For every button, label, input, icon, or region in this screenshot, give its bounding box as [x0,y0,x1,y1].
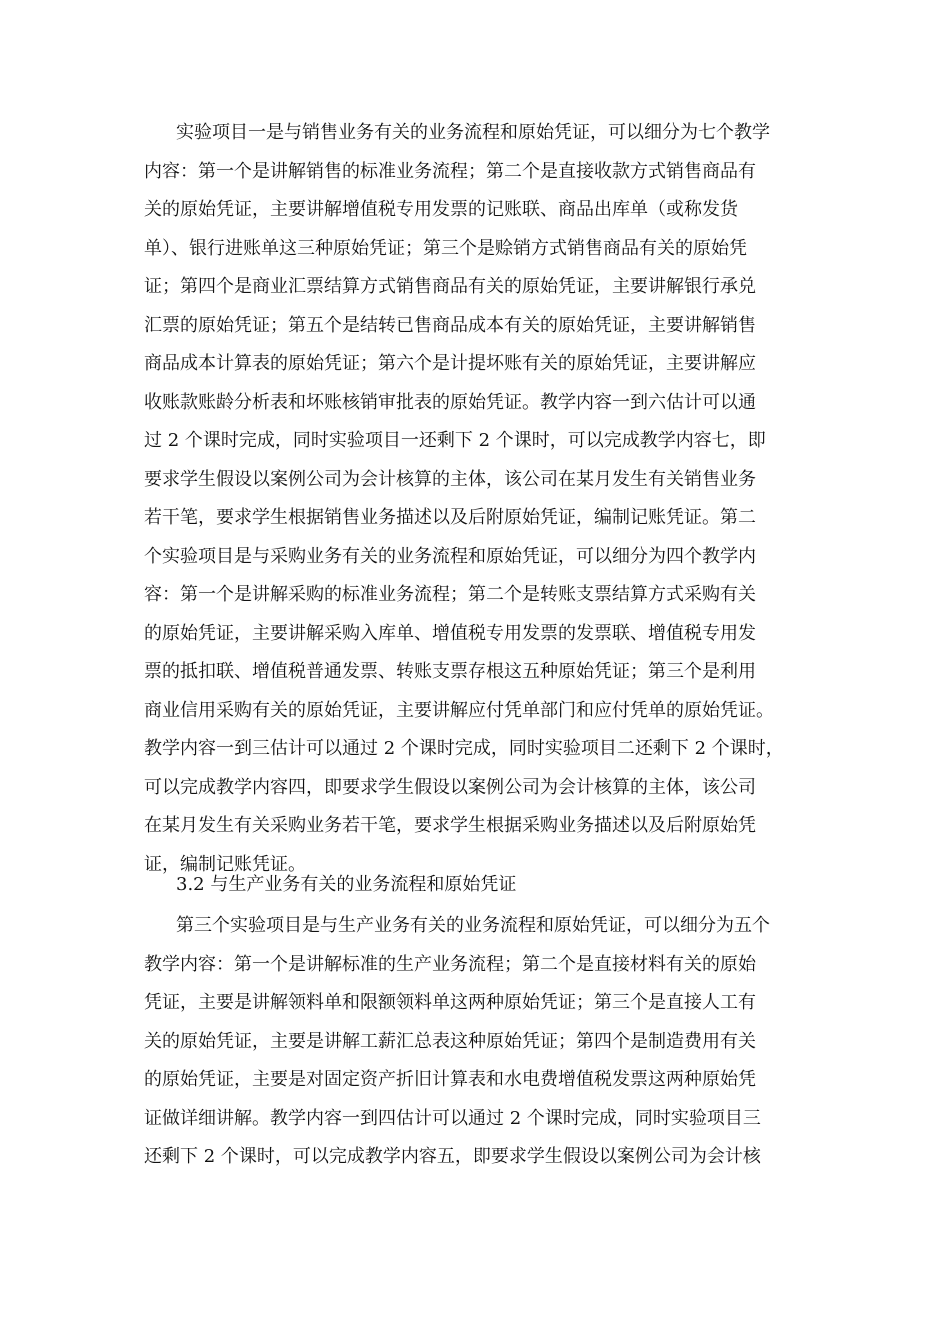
paragraph-line: 个实验项目是与采购业务有关的业务流程和原始凭证，可以细分为四个教学内 [144,545,756,567]
paragraph-line: 在某月发生有关采购业务若干笔，要求学生根据采购业务描述以及后附原始凭 [144,815,756,836]
paragraph-line: 实验项目一是与销售业务有关的业务流程和原始凭证，可以细分为七个教学 [176,122,770,143]
paragraph-line: 要求学生假设以案例公司为会计核算的主体，该公司在某月发生有关销售业务 [144,468,756,490]
paragraph-line: 收账款账龄分析表和坏账核销审批表的原始凭证。教学内容一到六估计可以通 [144,391,756,413]
paragraph-line: 证，编制记账凭证。 [144,853,306,875]
paragraph-line: 商业信用采购有关的原始凭证，主要讲解应付凭单部门和应付凭单的原始凭证。 [144,699,774,721]
paragraph-sales-and-purchasing [144,114,812,884]
section-heading-text: 3.2 与生产业务有关的业务流程和原始凭证 [176,874,517,895]
paragraph-line: 汇票的原始凭证；第五个是结转已售商品成本有关的原始凭证，主要讲解销售 [144,314,756,336]
paragraph-line: 关的原始凭证，主要是讲解工薪汇总表这种原始凭证；第四个是制造费用有关 [144,1030,756,1052]
paragraph-line: 教学内容一到三估计可以通过 2 个课时完成，同时实验项目二还剩下 2 个课时， [144,738,784,759]
paragraph-line: 若干笔，要求学生根据销售业务描述以及后附原始凭证，编制记账凭证。第二 [144,507,756,528]
paragraph-production [144,907,812,1177]
paragraph-line: 的原始凭证，主要是对固定资产折旧计算表和水电费增值税发票这两种原始凭 [144,1069,756,1090]
paragraph-line: 可以完成教学内容四，即要求学生假设以案例公司为会计核算的主体，该公司 [144,776,756,798]
paragraph-line: 商品成本计算表的原始凭证；第六个是计提坏账有关的原始凭证，主要讲解应 [144,353,756,374]
paragraph-line: 关的原始凭证，主要讲解增值税专用发票的记账联、商品出库单（或称发货 [144,199,738,220]
paragraph-line: 第三个实验项目是与生产业务有关的业务流程和原始凭证，可以细分为五个 [176,915,770,936]
paragraph-line: 证；第四个是商业汇票结算方式销售商品有关的原始凭证，主要讲解银行承兑 [144,276,756,297]
paragraph-line: 教学内容：第一个是讲解标准的生产业务流程；第二个是直接材料有关的原始 [144,953,756,975]
paragraph-line: 内容：第一个是讲解销售的标准业务流程；第二个是直接收款方式销售商品有 [144,160,756,182]
paragraph-line: 的原始凭证，主要讲解采购入库单、增值税专用发票的发票联、增值税专用发 [144,622,756,644]
paragraph-line: 证做详细讲解。教学内容一到四估计可以通过 2 个课时完成，同时实验项目三 [144,1107,761,1129]
paragraph-line: 单）、银行进账单这三种原始凭证；第三个是赊销方式销售商品有关的原始凭 [144,237,747,259]
section-heading [144,869,812,901]
paragraph-line: 凭证，主要是讲解领料单和限额领料单这两种原始凭证；第三个是直接人工有 [144,992,756,1013]
paragraph-line: 容：第一个是讲解采购的标准业务流程；第二个是转账支票结算方式采购有关 [144,584,756,605]
paragraph-line: 还剩下 2 个课时，可以完成教学内容五，即要求学生假设以案例公司为会计核 [144,1146,761,1167]
paragraph-line: 票的抵扣联、增值税普通发票、转账支票存根这五种原始凭证；第三个是利用 [144,661,756,682]
paragraph-line: 过 2 个课时完成，同时实验项目一还剩下 2 个课时，可以完成教学内容七，即 [144,430,766,451]
